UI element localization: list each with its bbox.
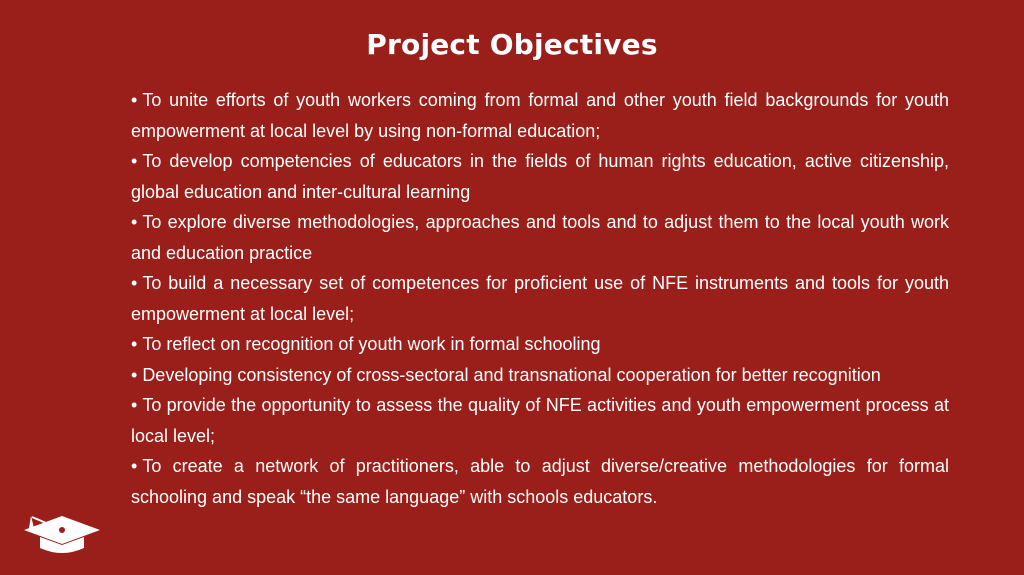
objective-text: To unite efforts of youth workers coming from formal and other youth field backgrounds for youth empowerment at local level by using non-formal education; bbox=[131, 90, 949, 141]
objective-text: To reflect on recognition of youth work in formal schooling bbox=[142, 334, 601, 354]
bullet: • bbox=[131, 334, 138, 354]
objective-item bbox=[131, 329, 949, 360]
slide-title: Project Objectives bbox=[366, 28, 658, 61]
objective-text: To build a necessary set of competences for proficient use of NFE instruments and tools for youth empowerment at local level; bbox=[131, 273, 949, 324]
bullet: • bbox=[131, 456, 138, 476]
bullet: • bbox=[131, 212, 138, 232]
objective-item bbox=[131, 360, 949, 391]
objective-item bbox=[131, 207, 949, 268]
objective-item bbox=[131, 390, 949, 451]
bullet: • bbox=[131, 395, 138, 415]
objective-item bbox=[131, 451, 949, 512]
bullet: • bbox=[131, 90, 138, 110]
objective-item bbox=[131, 146, 949, 207]
objective-item bbox=[131, 85, 949, 146]
bullet: • bbox=[131, 364, 138, 385]
objective-item bbox=[131, 268, 949, 329]
objective-text: To create a network of practitioners, able to adjust diverse/creative methodologies for formal schooling and speak “the same language” with schools educators. bbox=[131, 456, 949, 507]
objective-text: Developing consistency of cross-sectoral and transnational cooperation for better recognition bbox=[142, 364, 881, 385]
bullet: • bbox=[131, 151, 138, 171]
objective-text: To develop competencies of educators in the fields of human rights education, active citizenship, global education and inter-cultural learning bbox=[131, 151, 949, 202]
objectives-list bbox=[131, 85, 949, 512]
graduation-cap-icon bbox=[22, 508, 102, 558]
objective-text: To explore diverse methodologies, approaches and tools and to adjust them to the local youth work and education practice bbox=[131, 212, 949, 263]
bullet: • bbox=[131, 273, 138, 293]
objective-text: To provide the opportunity to assess the quality of NFE activities and youth empowerment process at local level; bbox=[131, 395, 949, 446]
